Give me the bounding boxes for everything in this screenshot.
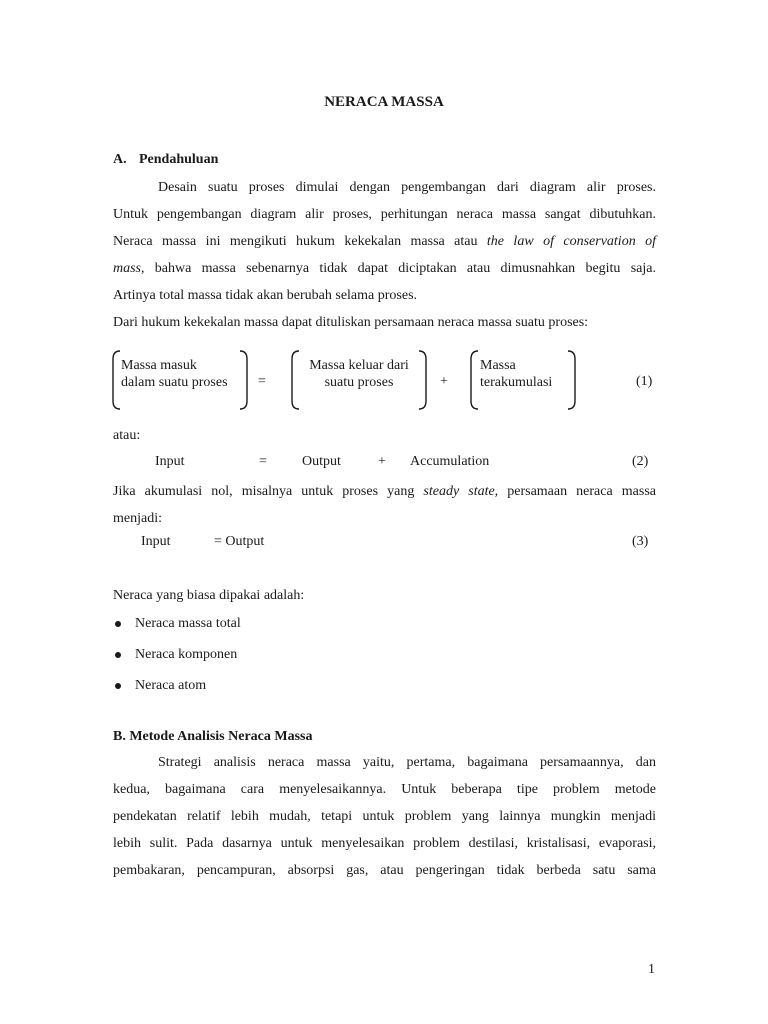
paragraph-line [113, 255, 656, 282]
list-item: Neraca atom [135, 678, 207, 693]
equation2-number: (2) [632, 454, 649, 469]
paragraph-line [113, 228, 656, 255]
bullet-icon [115, 652, 121, 658]
paragraph-line: Artinya total massa tidak akan berubah selama proses. [113, 288, 418, 303]
paragraph-line: pendekatan relatif lebih mudah, tetapi untuk problem yang lainnya mungkin menjadi [113, 809, 656, 824]
paragraph-line [113, 478, 656, 505]
equation1-number: (1) [636, 374, 653, 389]
page-title: NERACA MASSA [324, 94, 444, 110]
italic-term: mass [113, 261, 142, 276]
page-number: 1 [648, 962, 655, 977]
list-item: Neraca komponen [135, 647, 238, 662]
italic-term: steady state, [423, 484, 499, 499]
equation2-plus: + [378, 454, 386, 469]
equation2-input: Input [155, 454, 185, 469]
equation1-term3 [468, 349, 578, 411]
section-b-heading: B. Metode Analisis Neraca Massa [113, 729, 313, 744]
section-a-heading: Pendahuluan [139, 152, 219, 167]
neraca-intro: Neraca yang biasa dipakai adalah: [113, 588, 305, 603]
paragraph-line: kedua, bagaimana cara menyelesaikannya. Untuk beberapa tipe problem metode [113, 782, 656, 797]
line-text: Jika akumulasi nol, misalnya untuk proses yang [113, 484, 424, 499]
term1-line1: Massa masuk [121, 358, 197, 373]
equation1-equals: = [258, 374, 266, 389]
italic-term: the law of conservation of [486, 234, 657, 249]
paragraph-line: Untuk pengembangan diagram alir proses, perhitungan neraca massa sangat dibutuhkan. [113, 207, 656, 222]
bullet-icon [115, 621, 121, 627]
section-a-label: A. [113, 152, 127, 167]
equation3-number: (3) [632, 534, 649, 549]
line-text: persamaan neraca massa [498, 484, 656, 499]
equation1-plus: + [440, 374, 448, 389]
paragraph-intro [113, 174, 656, 336]
paragraph-method [113, 749, 656, 884]
atau-label: atau: [113, 428, 141, 443]
equation1-term1 [110, 349, 250, 411]
equation3-input: Input [141, 534, 171, 549]
paragraph-line: pembakaran, pencampuran, absorpsi gas, atau pengeringan tidak berbeda satu sama [113, 863, 656, 878]
paragraph-line: Strategi analisis neraca massa yaitu, pertama, bagaimana persamaannya, dan [158, 755, 656, 770]
term2-line1: Massa keluar dari [309, 358, 409, 373]
bullet-icon [115, 683, 121, 689]
paragraph-line: menjadi: [113, 511, 162, 526]
paragraph-line: Dari hukum kekekalan massa dapat dituliskan persamaan neraca massa suatu proses: [113, 315, 589, 330]
equation2-accumulation: Accumulation [410, 454, 490, 469]
equation3-output: = Output [214, 534, 265, 549]
term3-line2: terakumulasi [480, 375, 553, 390]
equation2-equals: = [259, 454, 267, 469]
paragraph-steady [113, 478, 656, 532]
equation1-term2 [289, 349, 429, 411]
line-text: Neraca massa ini mengikuti hukum kekekalan massa atau [113, 234, 487, 249]
paragraph-line: Desain suatu proses dimulai dengan pengembangan dari diagram alir proses. [158, 180, 656, 195]
term3-line1: Massa [480, 358, 516, 373]
equation2-output: Output [302, 454, 341, 469]
list-item: Neraca massa total [135, 616, 241, 631]
paragraph-line: lebih sulit. Pada dasarnya untuk menyelesaikan problem destilasi, kristalisasi, evaporasi, [113, 836, 656, 851]
line-text: , bahwa massa sebenarnya tidak dapat diciptakan atau dimusnahkan begitu saja. [141, 261, 656, 276]
term2-line2: suatu proses [324, 375, 394, 390]
term1-line2: dalam suatu proses [121, 375, 228, 390]
